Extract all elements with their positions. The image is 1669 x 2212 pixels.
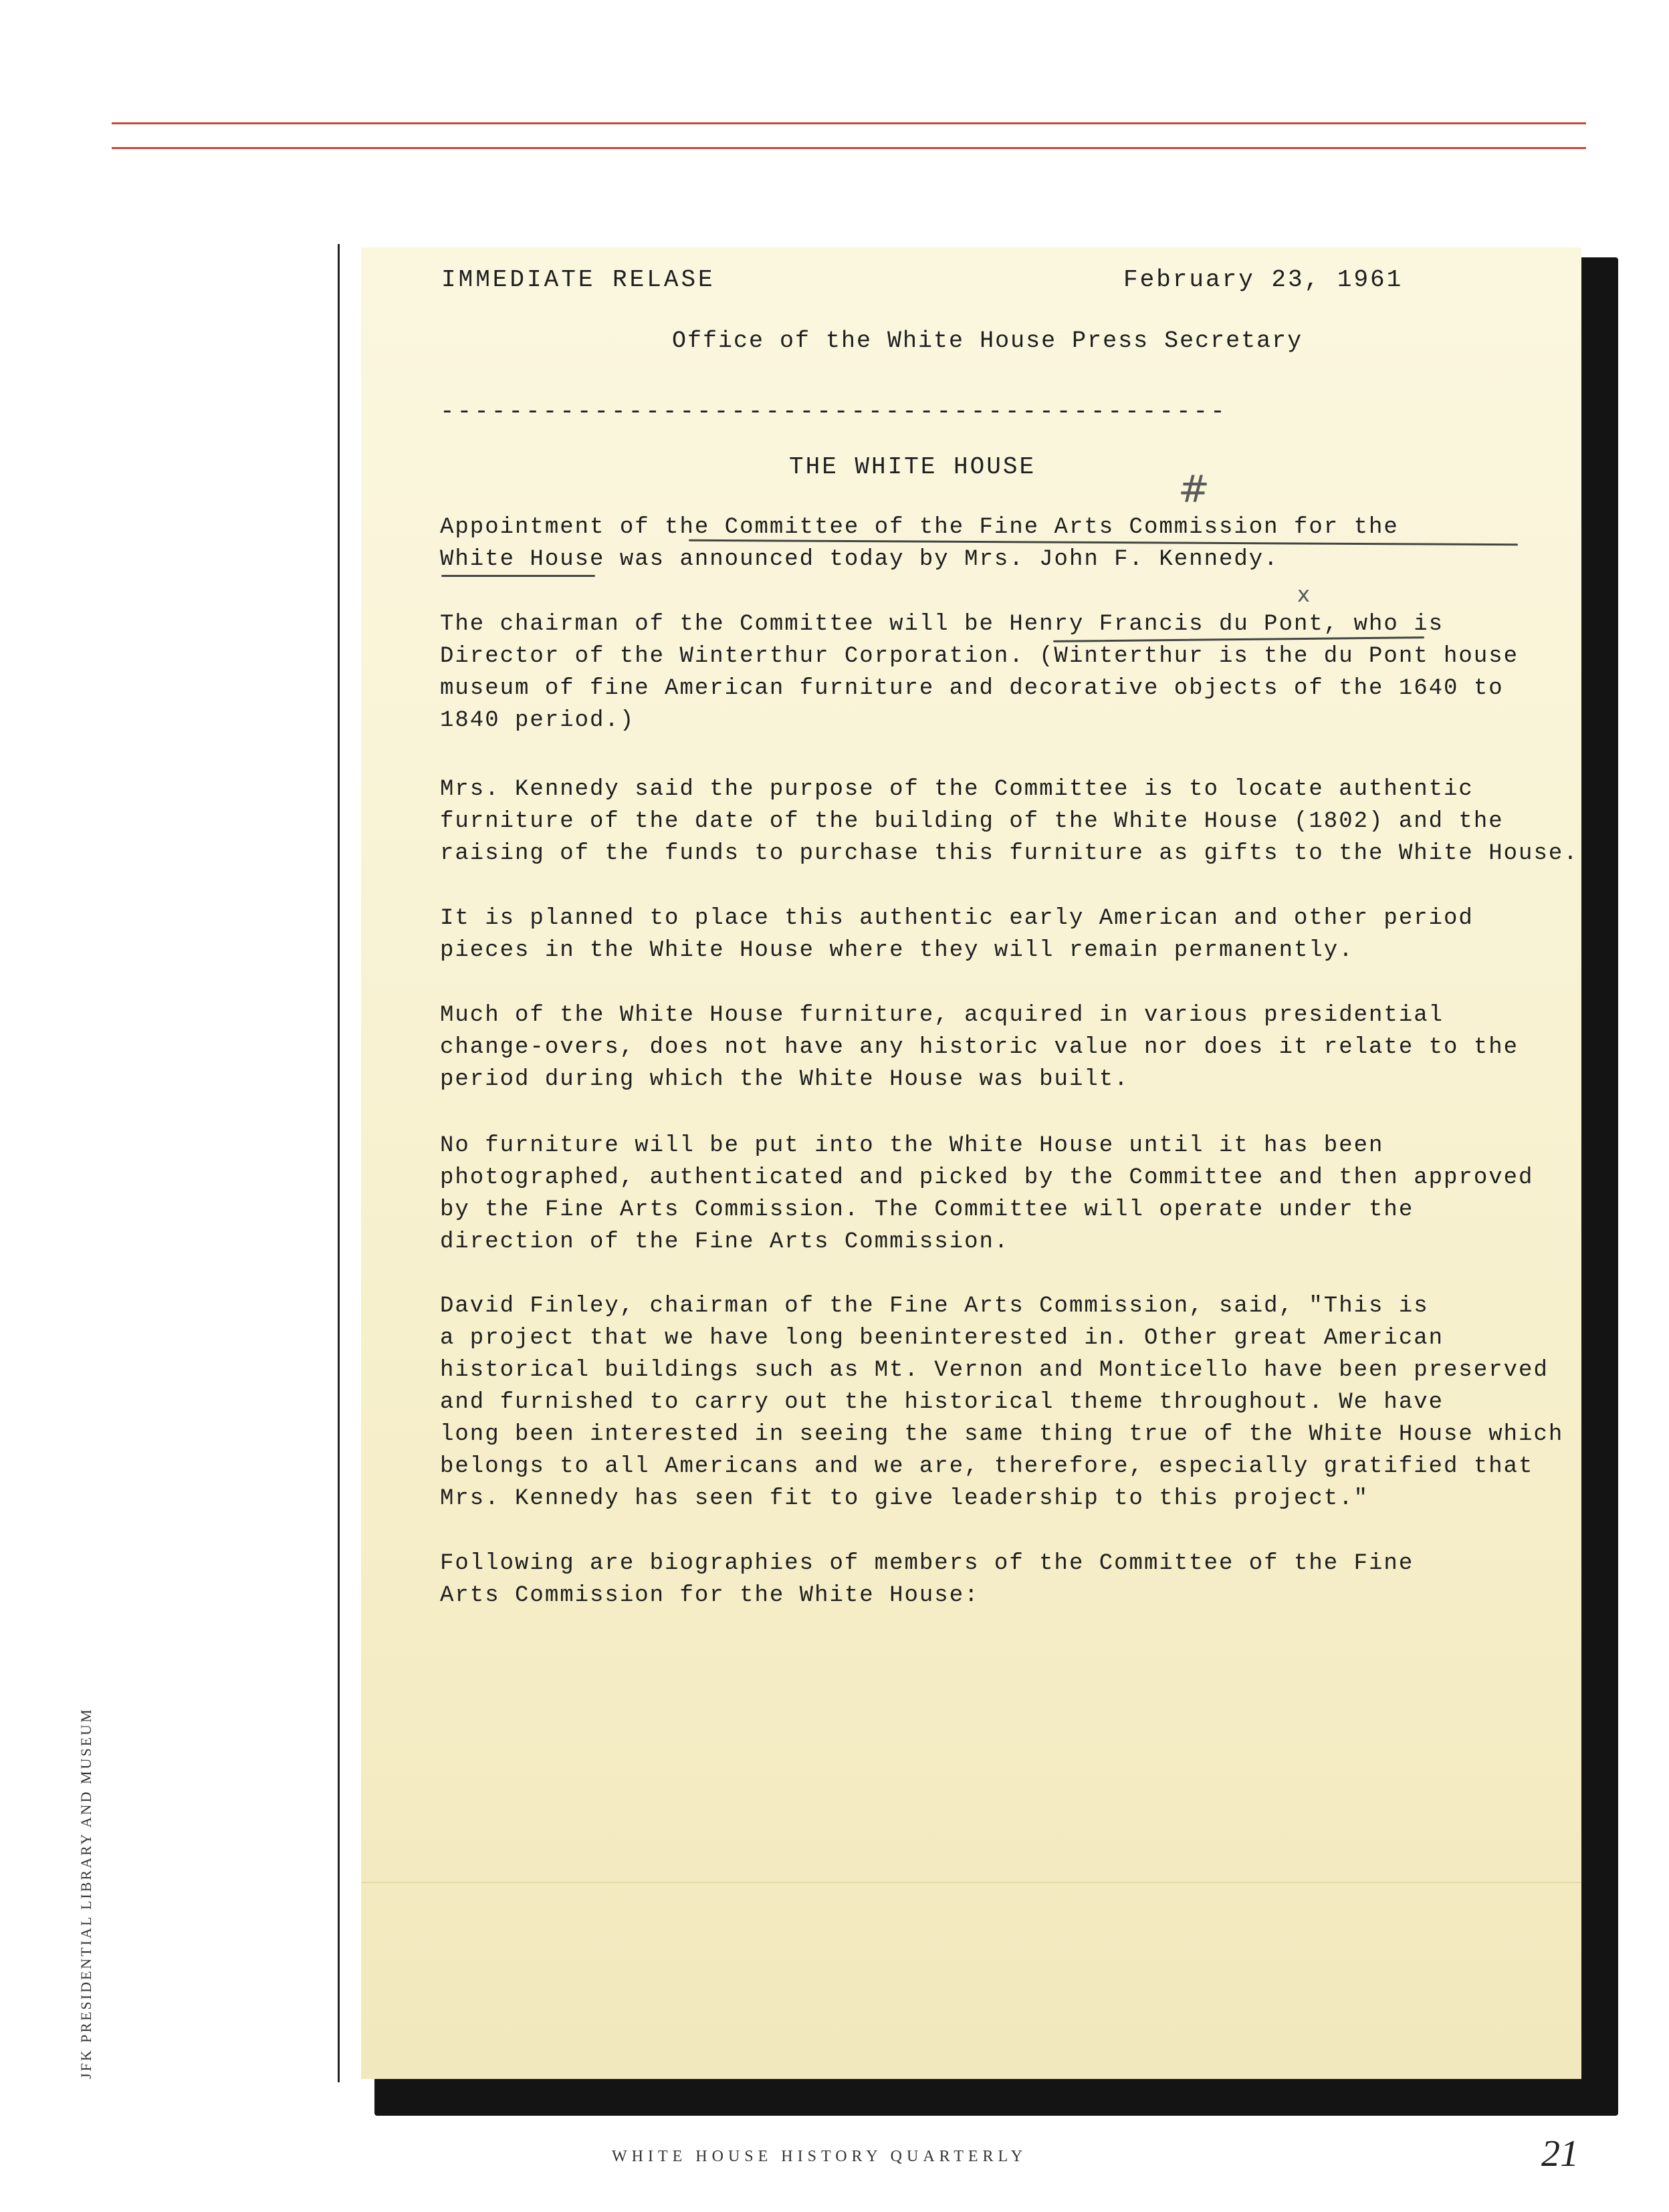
text-line: long been interested in seeing the same thing true of the White House which [440,1422,1564,1447]
handwritten-x-mark: x [1297,582,1310,607]
sidebar-credit: JFK PRESIDENTIAL LIBRARY AND MUSEUM [78,1707,94,2079]
publication-title: WHITE HOUSE HISTORY QUARTERLY [612,2148,1028,2165]
paper-fold-line [361,1882,1581,1883]
text-line: Arts Commission for the White House: [440,1583,980,1608]
top-rule-2 [112,147,1586,149]
release-label: IMMEDIATE RELASE [441,266,715,293]
handwritten-hash-mark: # [1178,468,1210,511]
text-line: 1840 period.) [440,708,635,733]
text-line: and furnished to carry out the historical theme throughout. We have [440,1390,1444,1415]
text-line: period during which the White House was built. [440,1067,1129,1092]
text-line: a project that we have long beeninterested in. Other great American [440,1326,1444,1351]
paragraph-purpose [440,773,1581,870]
text-line: photographed, authenticated and picked by the Committee and then approved [440,1165,1534,1191]
top-rule-1 [112,122,1586,124]
text-line: raising of the funds to purchase this furniture as gifts to the White House. [440,841,1579,866]
text-line: The chairman of the Committee will be Henry Francis du Pont, who is [440,612,1444,637]
text-line: No furniture will be put into the White House until it has been [440,1133,1384,1158]
paragraph-chairman [440,608,1581,737]
paragraph-approval [440,1130,1581,1258]
text-line: Following are biographies of members of the Committee of the Fine [440,1551,1414,1576]
page-number: 21 [1541,2133,1579,2175]
text-line: Director of the Winterthur Corporation. (Winterthur is the du Pont house [440,644,1519,669]
text-line: change-overs, does not have any historic value nor does it relate to the [440,1035,1519,1060]
text-line: It is planned to place this authentic early American and other period [440,906,1474,931]
text-line: direction of the Fine Arts Commission. [440,1229,1010,1255]
text-line: David Finley, chairman of the Fine Arts Commission, said, "This is [440,1294,1429,1319]
margin-vertical-line [338,244,340,2082]
dashed-divider: ---------------------------------------------- [440,398,1228,425]
text-line: Mrs. Kennedy said the purpose of the Committee is to locate authentic [440,777,1474,802]
paragraph-biographies [440,1548,1581,1612]
document-heading: THE WHITE HOUSE [789,453,1036,481]
text-line: historical buildings such as Mt. Vernon and Monticello have been preserved [440,1358,1549,1383]
text-line: belongs to all Americans and we are, therefore, especially gratified that [440,1454,1534,1479]
text-line: furniture of the date of the building of the White House (1802) and the [440,809,1504,834]
paragraph-plan [440,902,1581,967]
paragraph-finley-quote [440,1290,1581,1515]
text-line: pieces in the White House where they will remain permanently. [440,938,1354,963]
office-line: Office of the White House Press Secretary [672,328,1303,354]
text-line: Appointment of the Committee of the Fine Arts Commission for the [440,515,1399,540]
text-line: by the Fine Arts Commission. The Committee will operate under the [440,1197,1414,1223]
text-line: Much of the White House furniture, acquired in various presidential [440,1003,1444,1028]
press-release-document [361,247,1581,2079]
release-date: February 23, 1961 [1123,266,1404,293]
text-line: Mrs. Kennedy has seen fit to give leadership to this project." [440,1486,1369,1511]
text-line: White House was announced today by Mrs. John F. Kennedy. [440,547,1279,572]
paragraph-appointment [440,511,1581,576]
text-line: museum of fine American furniture and decorative objects of the 1640 to [440,676,1504,701]
paragraph-furniture [440,999,1581,1096]
